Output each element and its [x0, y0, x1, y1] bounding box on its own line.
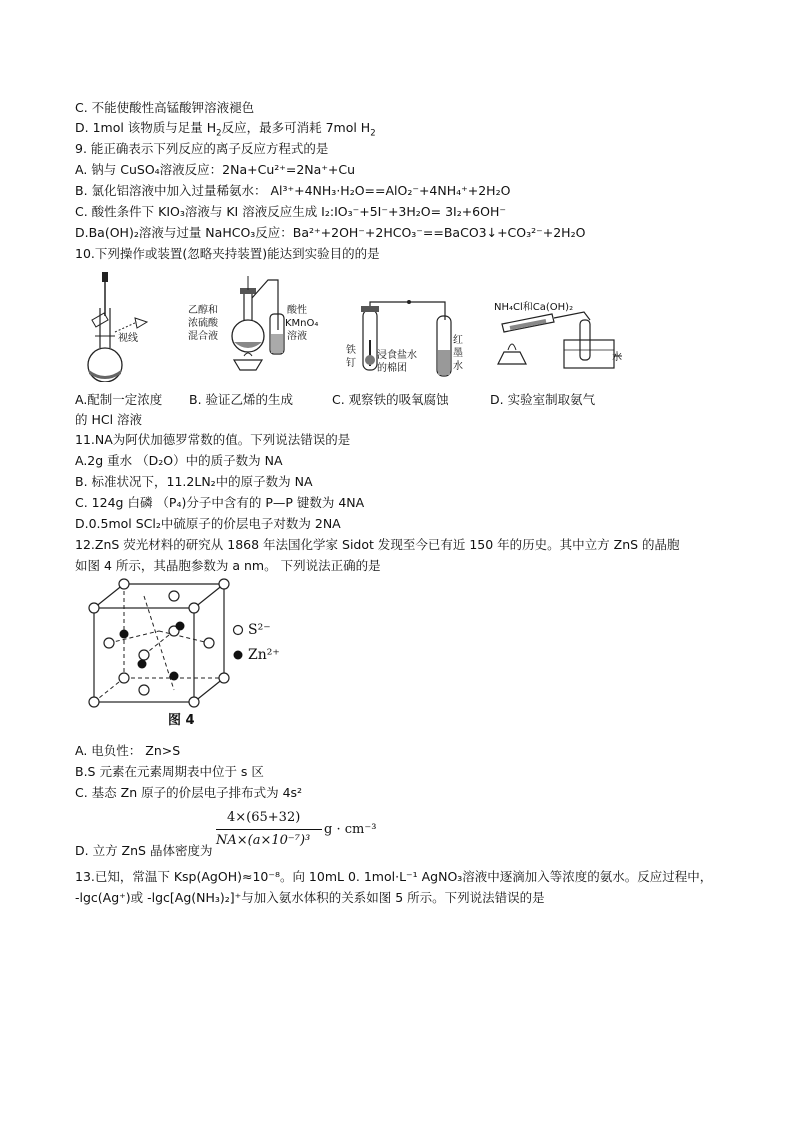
label-cotton-1: 浸食盐水: [377, 350, 417, 361]
label-ethanol-2: 浓硫酸: [188, 318, 218, 329]
label-red-1: 红: [453, 335, 463, 346]
label-red-3: 水: [453, 361, 463, 372]
q9-option-b: B. 氯化铝溶液中加入过量稀氨水： Al³⁺+4NH₃·H₂O==AlO₂⁻+4NH₄⁺+2H₂O: [75, 183, 511, 198]
zns-unit-cell-figure: [80, 578, 230, 708]
legend-markers: [232, 624, 246, 664]
label-kmno4-1: 酸性: [287, 305, 307, 316]
q13-stem-line1: 13.已知，常温下 Ksp(AgOH)≈10⁻⁸。向 10mL 0. 1mol·L⁻¹ AgNO₃溶液中逐滴加入等浓度的氨水。反应过程中，: [75, 869, 713, 884]
q12-stem-line1: 12.ZnS 荧光材料的研究从 1868 年法国化学家 Sidot 发现至今已有近 150 年的历史。其中立方 ZnS 的晶胞: [75, 537, 680, 552]
q11-option-b: B. 标准状况下，11.2LN₂中的原子数为 NA: [75, 474, 313, 489]
q12-option-c: C. 基态 Zn 原子的价层电子排布式为 4s²: [75, 785, 303, 800]
label-kmno4-3: 溶液: [287, 331, 307, 342]
q10-option-b: B. 验证乙烯的生成: [189, 392, 294, 407]
q10-option-c: C. 观察铁的吸氧腐蚀: [332, 392, 449, 407]
label-kmno4-2: KMnO₄: [285, 318, 319, 329]
q9-option-c: C. 酸性条件下 KIO₃溶液与 KI 溶液反应生成 I₂:IO₃⁻+5I⁻+3H₂O= 3I₂+6OH⁻: [75, 204, 506, 219]
q12-option-a: A. 电负性： Zn>S: [75, 743, 181, 758]
figure-4-caption: 图 4: [168, 713, 195, 728]
q10-stem: 10.下列操作或装置(忽略夹持装置)能达到实验目的的是: [75, 246, 380, 261]
density-denominator: NA×(a×10⁻⁷)³: [216, 833, 311, 848]
legend-s2: S²⁻: [248, 622, 271, 638]
label-tie-2: 钉: [346, 358, 356, 369]
q11-option-c: C. 124g 白磷 （P₄)分子中含有的 P—P 键数为 4NA: [75, 495, 365, 510]
label-water: 水: [612, 352, 622, 363]
label-ethanol-3: 混合液: [188, 331, 218, 342]
q12-stem-line2: 如图 4 所示，其晶胞参数为 a nm。 下列说法正确的是: [75, 558, 381, 573]
label-red-2: 墨: [453, 348, 463, 359]
q8-option-d: D. 1mol 该物质与足量 $H_2$反应，最多可消耗 7mol $H_2$: [75, 120, 376, 139]
q12-option-d: D. 立方 ZnS 晶体密度为: [75, 843, 213, 858]
q10-option-a-line1: A.配制一定浓度: [75, 392, 163, 407]
q9-option-d: D.Ba(OH)₂溶液与过量 NaHCO₃反应：Ba²⁺+2OH⁻+2HCO₃⁻==BaCO3↓+CO₃²⁻+2H₂O: [75, 225, 586, 240]
q12-option-b: B.S 元素在元素周期表中位于 s 区: [75, 764, 264, 779]
q13-stem-line2: -lgc(Ag⁺)或 -lgc[Ag(NH₃)₂]⁺与加入氨水体积的关系如图 5 所示。下列说法错误的是: [75, 890, 545, 905]
q8-option-c: C. 不能使酸性高锰酸钾溶液褪色: [75, 100, 255, 115]
legend-zn2: Zn²⁺: [248, 647, 280, 663]
q10-option-d: D. 实验室制取氨气: [490, 392, 596, 407]
fraction-bar: [216, 829, 322, 830]
q11-stem: 11.NA为阿伏加德罗常数的值。下列说法错误的是: [75, 432, 351, 447]
q10-option-a-line2: 的 HCl 溶液: [75, 412, 143, 427]
label-cotton-2: 的棉团: [377, 363, 407, 374]
density-unit: g · cm⁻³: [324, 822, 377, 837]
label-ethanol-1: 乙醇和: [188, 305, 218, 316]
q11-option-d: D.0.5mol SCl₂中硫原子的价层电子对数为 2NA: [75, 516, 341, 531]
label-nh4cl: NH₄Cl和Ca(OH)₂: [494, 302, 574, 313]
q9-stem: 9. 能正确表示下列反应的离子反应方程式的是: [75, 141, 329, 156]
label-tie-1: 铁: [346, 345, 356, 356]
label-shixian: 视线: [118, 333, 138, 344]
volumetric-flask-figure: [75, 270, 165, 382]
q11-option-a: A.2g 重水 （D₂O）中的质子数为 NA: [75, 453, 283, 468]
density-numerator: 4×(65+32): [227, 810, 301, 825]
q9-option-a: A. 钠与 CuSO₄溶液反应：2Na+Cu²⁺=2Na⁺+Cu: [75, 162, 356, 177]
